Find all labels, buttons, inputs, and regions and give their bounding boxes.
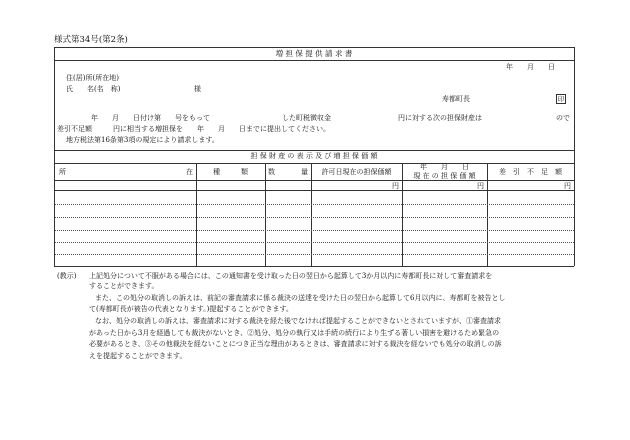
col-type: 種 類 xyxy=(213,168,248,176)
col-quantity-start: 数 xyxy=(268,168,275,176)
note-line: 上記処分について不服がある場合には、この通知書を受け取った日の翌日から起算して3か月以内に寿都町長に対して審査請求を xyxy=(89,272,493,280)
sama-label: 様 xyxy=(194,85,201,93)
body-line-3: 地方税法第16条第3項の規定により請求します。 xyxy=(66,136,219,144)
note-line: 必要があるとき、③その他裁決を経ないことにつき正当な理由があるときは、審査請求に対する裁決を経ないでも処分の取消しの訴 xyxy=(89,340,502,348)
note-line: があった日から3月を経過しても裁決がないとき、②処分、処分の執行又は手続の続行により生ずる著しい損害を避けるため緊急の xyxy=(89,329,500,337)
note-line: えを提起することができます。 xyxy=(89,352,187,360)
note-line: また、この処分の取消しの訴えは、前記の審査請求に係る裁決の送達を受けた日の翌日から起算して6月以内に、寿都町を被告とし xyxy=(95,294,506,302)
col-shortfall: 差 引 不 足 額 xyxy=(499,168,562,176)
date-line: 年 月 日 xyxy=(506,63,555,71)
address-label: 住(居)所(所在地) xyxy=(66,74,119,82)
unit-yen-permit: 円 xyxy=(392,182,399,190)
note-line: て(寿都町長が被告の代表となります。)提起することができます。 xyxy=(89,305,293,313)
note-line: することができます。 xyxy=(89,282,159,290)
unit-yen-current: 円 xyxy=(477,182,484,190)
unit-yen-shortfall: 円 xyxy=(564,182,571,190)
form-title: 増 担 保 提 供 請 求 書 xyxy=(275,49,353,58)
table-title: 担 保 財 産 の 表 示 及 び 増 担 保 価 額 xyxy=(250,152,378,160)
notes-label: (教示) xyxy=(57,272,77,280)
col-permit-value: 許可日現在の担保価額 xyxy=(321,168,392,176)
form-number: 様式第34号(第2条) xyxy=(54,35,128,45)
note-line: なお、処分の取消しの訴えは、審査請求に対する裁決を経た後でなければ提起することができないとされていますが、①審査請求 xyxy=(95,317,501,325)
col-current-date: 年 月 日 xyxy=(420,163,469,171)
body-line-1c: 円に対する次の担保財産は xyxy=(398,114,482,122)
body-line-1d: ので xyxy=(556,114,570,122)
name-label: 氏 名(名 称) xyxy=(66,85,121,93)
seal-box: 印 xyxy=(557,95,565,103)
col-current-value: 現 在 の 担 保 価 額 xyxy=(413,172,476,180)
body-line-1b: した町税徴収金 xyxy=(282,114,331,122)
body-line-1a: 年 月 日付け第 号をもって xyxy=(91,114,210,122)
col-location-start: 所 xyxy=(59,168,66,176)
col-quantity-end: 量 xyxy=(301,168,308,176)
col-location-end: 在 xyxy=(186,168,193,176)
body-line-2: 差引不足額 円に相当する増担保を 年 月 日までに提出してください。 xyxy=(57,125,330,133)
issuer-name: 寿都町長 xyxy=(442,95,470,103)
